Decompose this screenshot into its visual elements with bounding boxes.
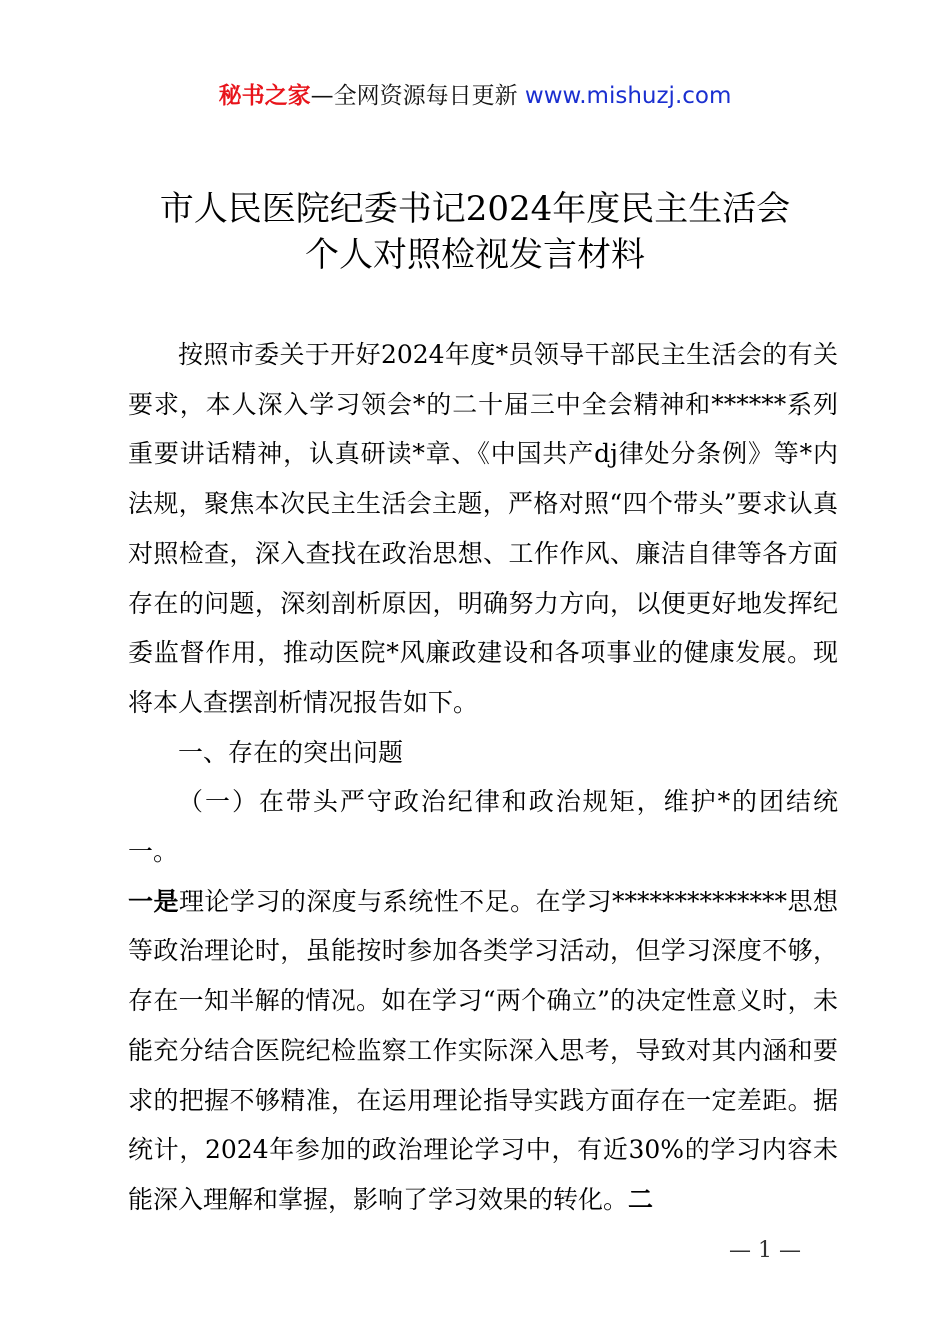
document-body xyxy=(128,330,838,1225)
title-line-1: 市人民医院纪委书记2024年度民主生活会 xyxy=(159,189,791,229)
site-url-link[interactable]: www.mishuzj.com xyxy=(524,83,732,109)
title-line-2: 个人对照检视发言材料 xyxy=(305,235,645,275)
page-number: — 1 — xyxy=(729,1238,801,1263)
subsection-heading: （一）在带头严守政治纪律和政治规矩，维护*的团结统一。 xyxy=(128,787,838,867)
point-paragraph xyxy=(128,877,838,1225)
document-title xyxy=(0,186,950,278)
brand-name: 秘书之家 xyxy=(218,83,311,109)
site-banner xyxy=(0,80,950,112)
banner-tagline: —全网资源每日更新 xyxy=(310,83,518,109)
section-heading: 一、存在的突出问题 xyxy=(178,737,404,767)
point-2-label: 二 xyxy=(628,1184,654,1214)
intro-paragraph: 按照市委关于开好2024年度*员领导干部民主生活会的有关要求，本人深入学习领会*的二十届三中全会精神和******系列重要讲话精神，认真研读*章、《中国共产dj律处分条例》等*内法规，聚焦本次民主生活会主题，严格对照“四个带头”要求认真对照检查，深入查找在政治思想、工作作风、廉洁自律等各方面存在的问题，深刻剖析原因，明确努力方向，以便更好地发挥纪委监督作用，推动医院*风廉政建设和各项事业的健康发展。现将本人查摆剖析情况报告如下。 xyxy=(128,340,838,717)
point-1-text: 理论学习的深度与系统性不足。在学习**************思想等政治理论时，虽能按时参加各类学习活动，但学习深度不够，存在一知半解的情况。如在学习“两个确立”的决定性意义时，未能充分结合医院纪检监察工作实际深入思考，导致对其内涵和要求的把握不够精准，在运用理论指导实践方面存在一定差距。据统计，2024年参加的政治理论学习中，有近30%的学习内容未能深入理解和掌握，影响了学习效果的转化。 xyxy=(128,886,838,1214)
point-1-label: 一是 xyxy=(128,886,179,916)
